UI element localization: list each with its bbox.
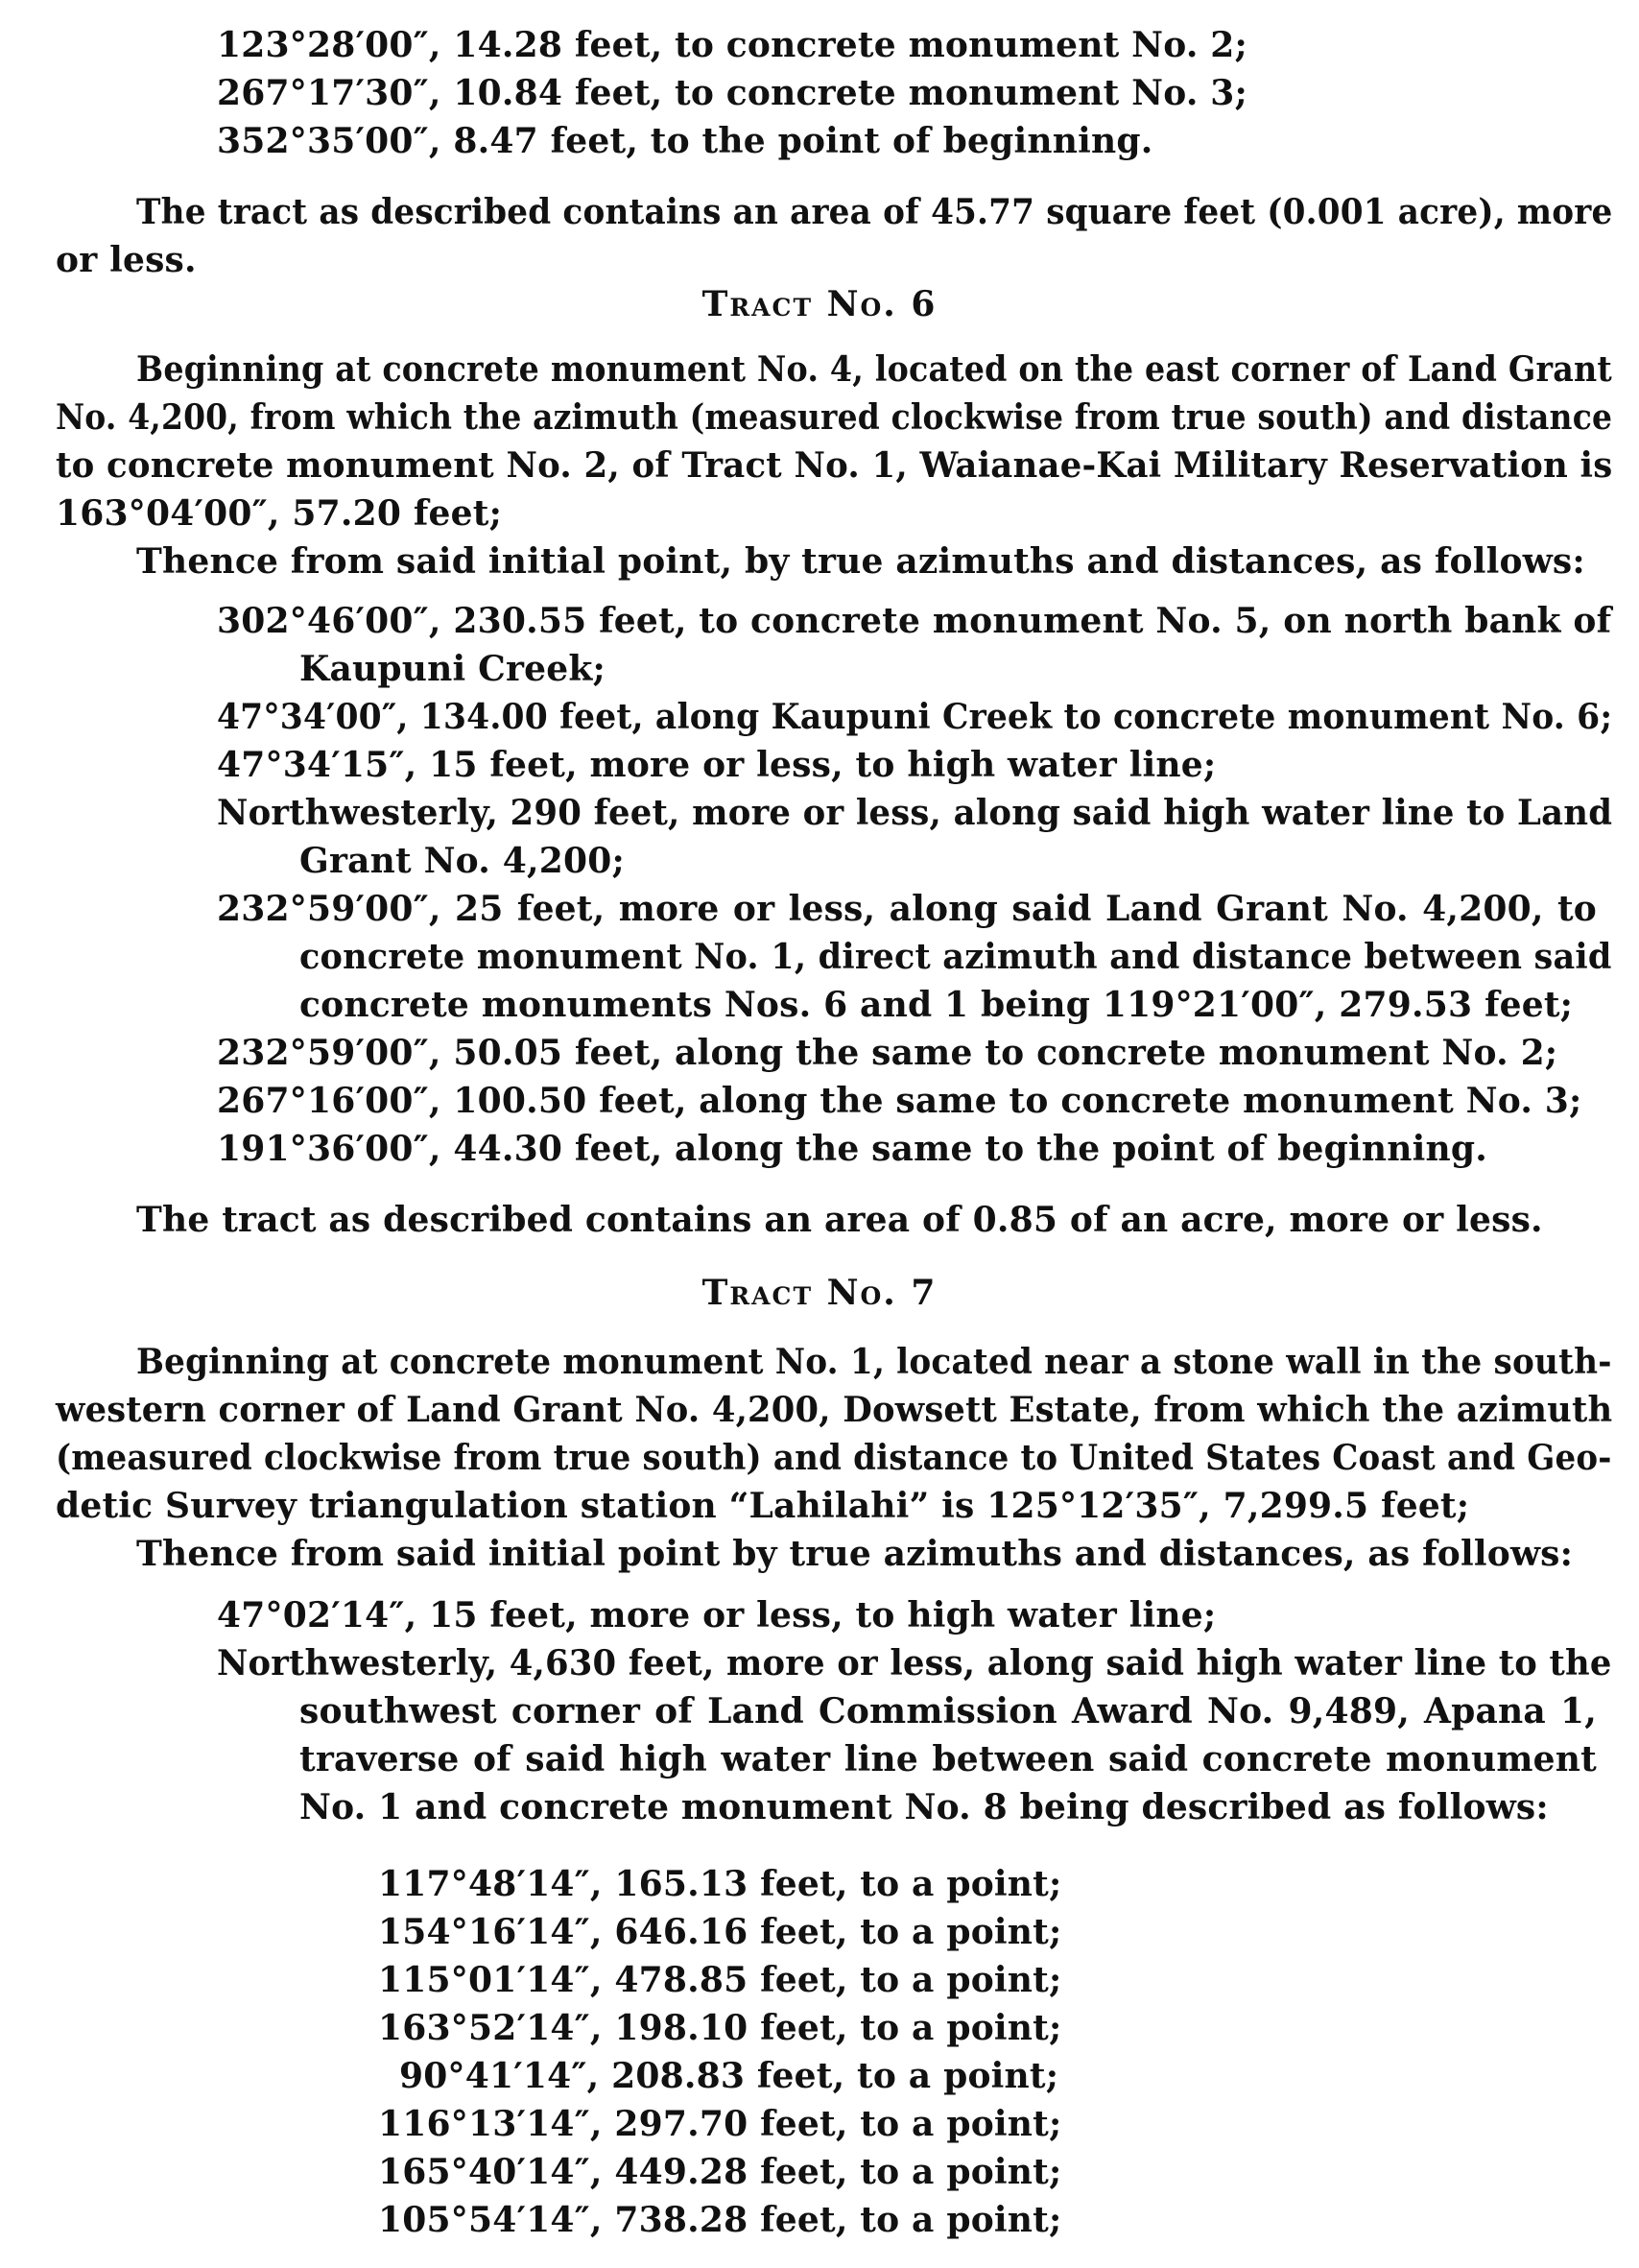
course-line: 267°17′30″, 10.84 feet, to concrete monument No. 3; <box>217 73 1248 113</box>
course-line-cont: Grant No. 4,200; <box>299 841 625 881</box>
course-line: 267°16′00″, 100.50 feet, along the same to concrete monument No. 3; <box>217 1081 1582 1121</box>
paragraph-line: western corner of Land Grant No. 4,200, Dowsett Estate, from which the azimuth <box>56 1390 1613 1430</box>
area-statement: The tract as described contains an area of 45.77 square feet (0.001 acre), more <box>136 192 1613 232</box>
course-line: Northwesterly, 290 feet, more or less, along said high water line to Land <box>217 793 1613 833</box>
course-line-cont: No. 1 and concrete monument No. 8 being described as follows: <box>299 1787 1549 1827</box>
course-line: 47°02′14″, 15 feet, more or less, to high water line; <box>217 1595 1217 1635</box>
traverse-line: 116°13′14″, 297.70 feet, to a point; <box>378 2104 1062 2144</box>
paragraph-line: 163°04′00″, 57.20 feet; <box>56 493 503 534</box>
traverse-line: 154°16′14″, 646.16 feet, to a point; <box>378 1912 1062 1952</box>
course-line-cont: concrete monuments Nos. 6 and 1 being 119°21′00″, 279.53 feet; <box>299 985 1574 1025</box>
course-line-cont: Kaupuni Creek; <box>299 649 606 689</box>
traverse-line: 90°41′14″, 208.83 feet, to a point; <box>399 2056 1059 2096</box>
course-line: 232°59′00″, 50.05 feet, along the same to concrete monument No. 2; <box>217 1033 1558 1073</box>
traverse-line: 117°48′14″, 165.13 feet, to a point; <box>378 1864 1062 1904</box>
course-line: 47°34′00″, 134.00 feet, along Kaupuni Creek to concrete monument No. 6; <box>217 697 1613 737</box>
area-statement: The tract as described contains an area of 0.85 of an acre, more or less. <box>136 1200 1543 1240</box>
course-line: 352°35′00″, 8.47 feet, to the point of beginning. <box>217 121 1153 161</box>
paragraph-line: detic Survey triangulation station “Lahilahi” is 125°12′35″, 7,299.5 feet; <box>56 1486 1470 1526</box>
course-line: 123°28′00″, 14.28 feet, to concrete monument No. 2; <box>217 25 1248 65</box>
course-line: 191°36′00″, 44.30 feet, along the same to the point of beginning. <box>217 1129 1487 1169</box>
course-line: Northwesterly, 4,630 feet, more or less, along said high water line to the <box>217 1643 1612 1683</box>
paragraph-line: Beginning at concrete monument No. 1, located near a stone wall in the south- <box>136 1342 1612 1382</box>
course-line-cont: concrete monument No. 1, direct azimuth and distance between said <box>299 937 1612 977</box>
thence-line: Thence from said initial point, by true azimuths and distances, as follows: <box>136 541 1585 582</box>
tract-heading <box>0 280 1639 328</box>
area-statement-cont: or less. <box>56 240 197 280</box>
thence-line: Thence from said initial point by true azimuths and distances, as follows: <box>136 1534 1574 1574</box>
paragraph-line: to concrete monument No. 2, of Tract No. 1, Waianae-Kai Military Reservation is <box>56 445 1613 486</box>
traverse-line: 163°52′14″, 198.10 feet, to a point; <box>378 2008 1062 2048</box>
course-line-cont: southwest corner of Land Commission Award No. 9,489, Apana 1, <box>299 1691 1597 1731</box>
traverse-line: 105°54′14″, 738.28 feet, to a point; <box>378 2200 1062 2240</box>
course-line: 47°34′15″, 15 feet, more or less, to high water line; <box>217 745 1217 785</box>
paragraph-line: Beginning at concrete monument No. 4, located on the east corner of Land Grant <box>136 349 1612 390</box>
course-line-cont: traverse of said high water line between said concrete monument <box>299 1739 1597 1779</box>
traverse-line: 165°40′14″, 449.28 feet, to a point; <box>378 2152 1062 2192</box>
paragraph-line: (measured clockwise from true south) and distance to United States Coast and Geo- <box>56 1438 1612 1478</box>
course-line: 232°59′00″, 25 feet, more or less, along said Land Grant No. 4,200, to <box>217 889 1597 929</box>
course-line: 302°46′00″, 230.55 feet, to concrete monument No. 5, on north bank of <box>217 601 1612 641</box>
tract-7-title: Tract No. 7 <box>701 1273 938 1313</box>
paragraph-line: No. 4,200, from which the azimuth (measured clockwise from true south) and distance <box>56 397 1613 438</box>
traverse-line: 115°01′14″, 478.85 feet, to a point; <box>378 1960 1062 2000</box>
tract-heading <box>0 1269 1639 1317</box>
tract-6-title: Tract No. 6 <box>701 284 938 324</box>
